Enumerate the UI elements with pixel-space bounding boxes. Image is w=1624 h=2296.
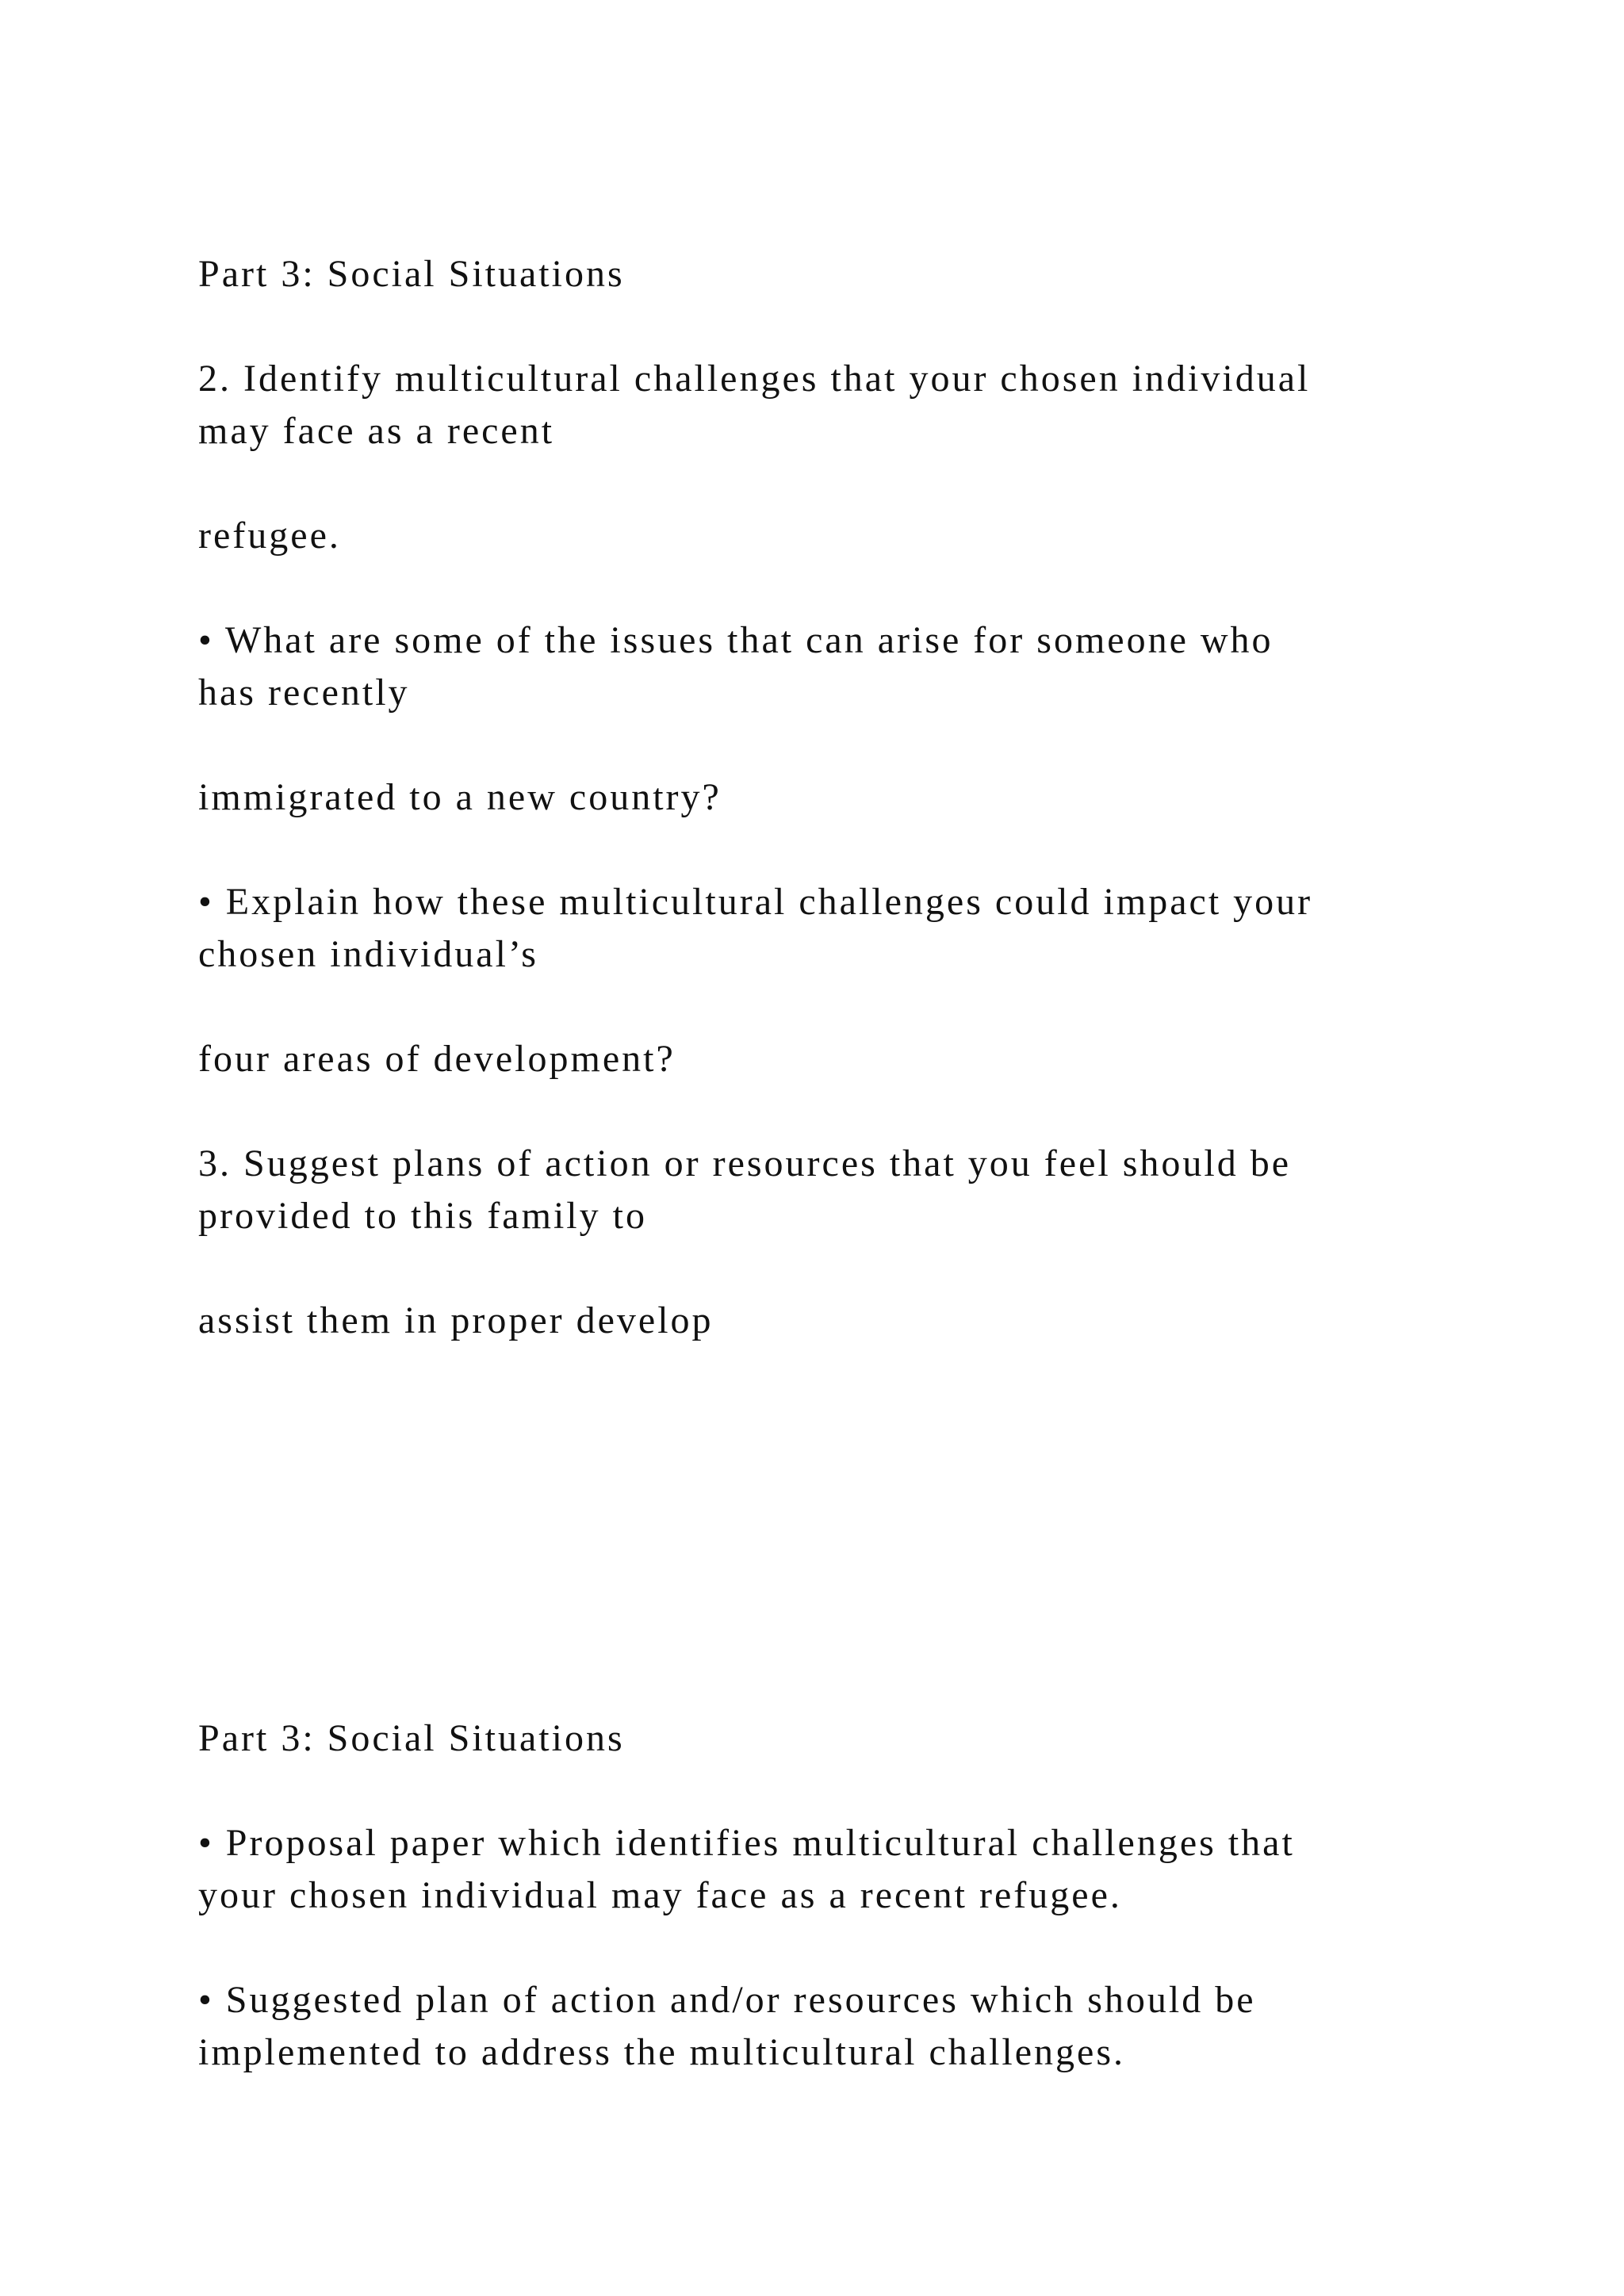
bullet-proposal-line-1: • Proposal paper which identifies multicultural challenges that [198, 1822, 1295, 1864]
bullet-plan-line-1: • Suggested plan of action and/or resources which should be [198, 1979, 1256, 2021]
bullet-issues-line-2: has recently [198, 672, 410, 714]
question-item-2-line-2: may face as a recent [198, 410, 555, 452]
bullet-proposal-line-2: your chosen individual may face as a recent refugee. [198, 1874, 1122, 1916]
question-item-2-line-1: 2. Identify multicultural challenges that your chosen individual [198, 358, 1311, 400]
section-heading: Part 3: Social Situations [198, 253, 625, 295]
bullet-issues-line-3: immigrated to a new country? [198, 776, 722, 818]
question-item-3-line-1: 3. Suggest plans of action or resources that you feel should be [198, 1142, 1292, 1184]
question-item-3-line-3: assist them in proper develop [198, 1299, 714, 1341]
bullet-plan-line-2: implemented to address the multicultural challenges. [198, 2031, 1126, 2073]
bullet-impact-line-3: four areas of development? [198, 1038, 676, 1080]
question-item-2-line-3: refugee. [198, 515, 341, 557]
question-item-3-line-2: provided to this family to [198, 1195, 647, 1237]
bullet-impact-line-2: chosen individual’s [198, 933, 538, 975]
bullet-impact-line-1: • Explain how these multicultural challenges could impact your [198, 881, 1313, 923]
bullet-issues-line-1: • What are some of the issues that can arise for someone who [198, 619, 1274, 661]
section-heading-2: Part 3: Social Situations [198, 1717, 625, 1759]
